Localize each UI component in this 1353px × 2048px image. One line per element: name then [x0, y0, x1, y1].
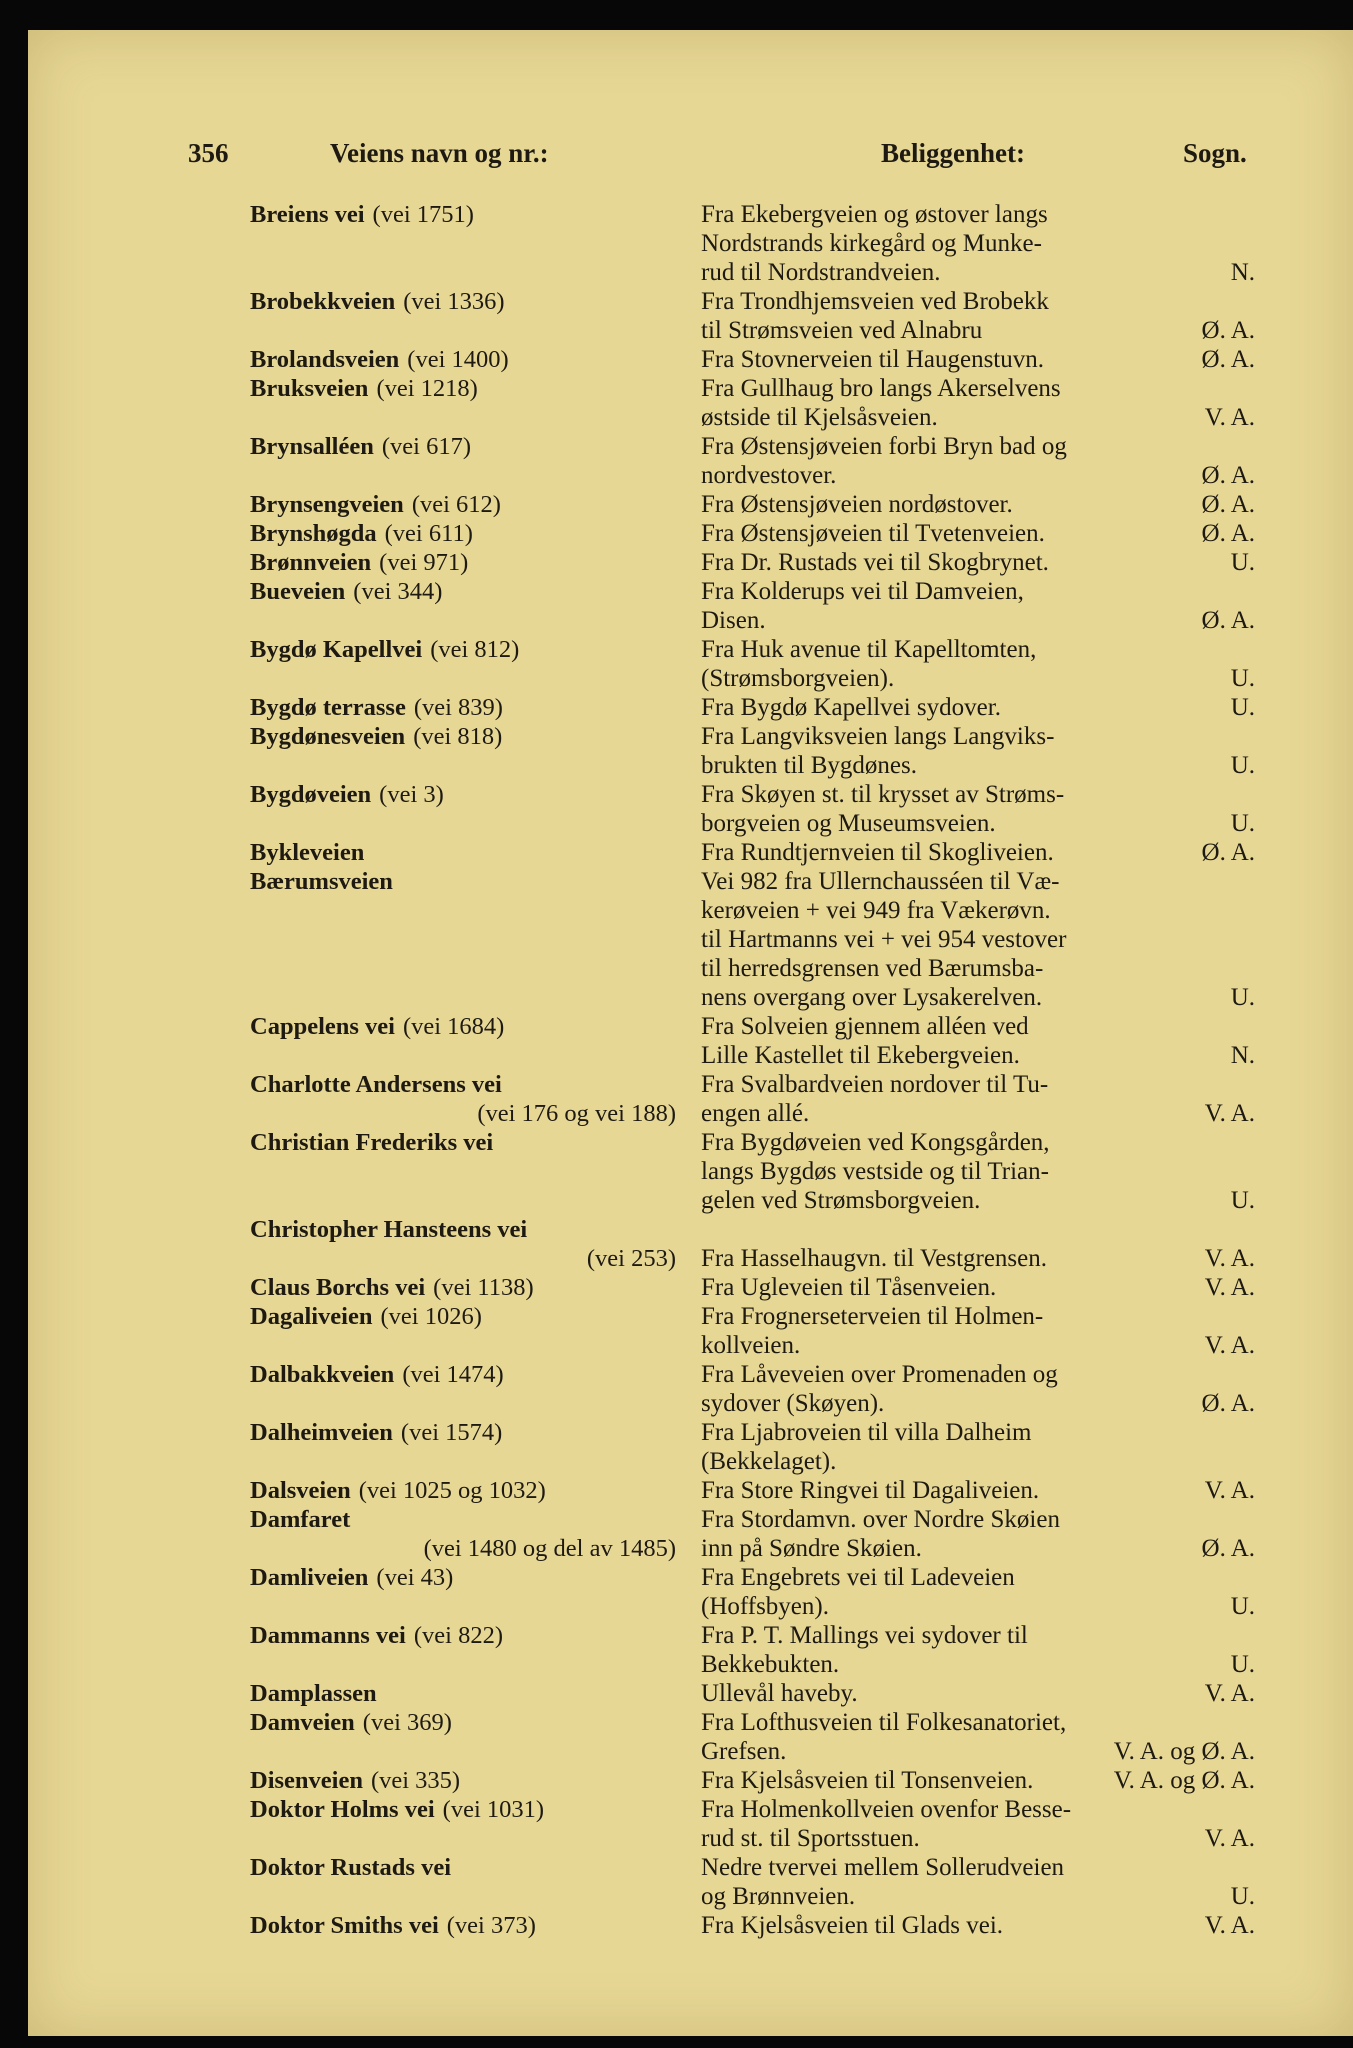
- street-name-line: [250, 722, 680, 751]
- location-line: Fra Østensjøveien forbi Bryn bad og: [701, 433, 1067, 460]
- parish-cell: U.: [1230, 549, 1255, 576]
- location-line: Fra Bygdøveien ved Kongsgården,: [701, 1129, 1050, 1156]
- street-name-line: [250, 1012, 680, 1041]
- street-name-line: [250, 1795, 680, 1824]
- road-number: (vei 369): [362, 1709, 452, 1736]
- location-line: Fra Huk avenue til Kapelltomten,: [701, 636, 1037, 663]
- street-name-cell: [250, 490, 680, 519]
- location-cell: [701, 490, 1191, 519]
- street-name: Bærumsveien: [250, 868, 393, 895]
- street-name-line: [250, 577, 680, 606]
- location-line: gelen ved Strømsborgveien.: [701, 1187, 981, 1214]
- location-cell: [701, 780, 1191, 838]
- street-entry: [28, 345, 1353, 374]
- street-entry: [28, 1621, 1353, 1679]
- street-name-line: [250, 1621, 680, 1650]
- parish-cell: V. A.: [1204, 1100, 1255, 1127]
- street-name-cell: [250, 1505, 680, 1563]
- parish-cell: N.: [1230, 1042, 1255, 1069]
- location-line: Fra Bygdø Kapellvei sydover.: [701, 694, 1001, 721]
- location-line: langs Bygdøs vestside og til Trian-: [701, 1158, 1049, 1185]
- street-name: Dammanns vei: [250, 1622, 406, 1649]
- parish-cell: V. A.: [1204, 1332, 1255, 1359]
- street-name-line: [250, 1476, 680, 1505]
- road-number: (vei 812): [430, 636, 520, 663]
- street-name-line: [250, 1766, 680, 1795]
- street-name-cell: [250, 1766, 680, 1795]
- street-name: Damplassen: [250, 1680, 377, 1707]
- location-cell: [701, 1853, 1191, 1911]
- road-number: (vei 1684): [402, 1013, 505, 1040]
- parish-cell: Ø. A.: [1201, 317, 1255, 344]
- street-name-cell: [250, 867, 680, 896]
- street-entry: [28, 1679, 1353, 1708]
- road-number: (vei 1336): [403, 288, 505, 315]
- street-name-cell: [250, 1012, 680, 1041]
- street-name-cell: [250, 345, 680, 374]
- road-number: (vei 373): [446, 1912, 536, 1939]
- location-cell: [701, 1795, 1191, 1853]
- location-line: (Bekkelaget).: [701, 1448, 837, 1475]
- road-number: (vei 1751): [372, 201, 474, 228]
- parish-cell: V. A. og Ø. A.: [1113, 1767, 1255, 1794]
- location-line: Fra Holmenkollveien ovenfor Besse-: [701, 1796, 1072, 1823]
- street-entry: [28, 490, 1353, 519]
- location-line: kerøveien + vei 949 fra Vækerøvn.: [701, 897, 1051, 924]
- parish-cell: U.: [1230, 984, 1255, 1011]
- street-name: Brynsengveien: [250, 491, 404, 518]
- road-number: (vei 344): [353, 578, 443, 605]
- location-cell: [701, 345, 1191, 374]
- location-line: til herredsgrensen ved Bærumsba-: [701, 955, 1044, 982]
- location-cell: [701, 1360, 1191, 1418]
- street-entry: [28, 838, 1353, 867]
- street-name-cell: [250, 1302, 680, 1331]
- street-name-line: [250, 1911, 680, 1940]
- street-name-line: [250, 287, 680, 316]
- location-line: (Hoffsbyen).: [701, 1593, 829, 1620]
- parish-cell: Ø. A.: [1201, 1535, 1255, 1562]
- street-name: Breiens vei: [250, 201, 365, 228]
- street-entry: [28, 1563, 1353, 1621]
- location-line: Fra Gullhaug bro langs Akerselvens: [701, 375, 1061, 402]
- street-name-cell: [250, 519, 680, 548]
- street-name: Damveien: [250, 1709, 355, 1736]
- street-name: Brynsalléen: [250, 433, 374, 460]
- street-name: Christian Frederiks vei: [250, 1129, 494, 1156]
- street-name-cell: [250, 287, 680, 316]
- location-line: Fra Låveveien over Promenaden og: [701, 1361, 1058, 1388]
- street-name-line: [250, 490, 680, 519]
- location-cell: [701, 867, 1191, 1012]
- location-line: nens overgang over Lysakerelven.: [701, 984, 1043, 1011]
- column-heading-name: Veiens navn og nr.:: [330, 138, 549, 168]
- parish-cell: Ø. A.: [1201, 462, 1255, 489]
- location-cell: [701, 1505, 1191, 1563]
- street-entry: [28, 1012, 1353, 1070]
- street-entry: [28, 200, 1353, 287]
- street-name-cell: [250, 200, 680, 229]
- street-entry: [28, 1302, 1353, 1360]
- street-name-line: [250, 1505, 680, 1534]
- page-header: [28, 138, 1353, 178]
- street-entry: [28, 1853, 1353, 1911]
- street-name-cell: [250, 577, 680, 606]
- parish-cell: V. A.: [1204, 1245, 1255, 1272]
- street-name-line: [250, 1853, 680, 1882]
- location-cell: [701, 1476, 1191, 1505]
- parish-cell: Ø. A.: [1201, 1390, 1255, 1417]
- location-line: Fra Langviksveien langs Langviks-: [701, 723, 1055, 750]
- street-name-cell: [250, 693, 680, 722]
- parish-cell: U.: [1230, 1883, 1255, 1910]
- parish-cell: V. A.: [1204, 404, 1255, 431]
- road-number: (vei 818): [413, 723, 503, 750]
- location-line: til Strømsveien ved Alnabru: [701, 317, 983, 344]
- street-name-cell: [250, 1621, 680, 1650]
- location-cell: [701, 635, 1191, 693]
- parish-cell: V. A.: [1204, 1274, 1255, 1301]
- parish-cell: Ø. A.: [1201, 607, 1255, 634]
- location-line: borgveien og Museumsveien.: [701, 810, 996, 837]
- street-entry: [28, 1070, 1353, 1128]
- location-line: Fra Rundtjernveien til Skogliveien.: [701, 839, 1054, 866]
- street-entry: [28, 1766, 1353, 1795]
- street-name-cell: [250, 1708, 680, 1737]
- street-name-cell: [250, 635, 680, 664]
- street-entry: [28, 1476, 1353, 1505]
- street-name-cell: [250, 838, 680, 867]
- street-name-line: [250, 838, 680, 867]
- street-name: Charlotte Andersens vei: [250, 1071, 502, 1098]
- street-name-cell: [250, 1418, 680, 1447]
- parish-cell: Ø. A.: [1201, 520, 1255, 547]
- location-line: Fra Ekebergveien og østover langs: [701, 201, 1048, 228]
- parish-cell: Ø. A.: [1201, 839, 1255, 866]
- location-line: rud til Nordstrandveien.: [701, 259, 941, 286]
- location-cell: [701, 200, 1191, 287]
- street-name: Damliveien: [250, 1564, 369, 1591]
- road-number: (vei 1574): [400, 1419, 503, 1446]
- street-name-line: [250, 1215, 680, 1244]
- street-name-cell: [250, 1476, 680, 1505]
- road-number: (vei 1480 og del av 1485): [423, 1535, 676, 1562]
- location-line: Fra Østensjøveien nordøstover.: [701, 491, 1013, 518]
- road-number: (vei 3): [379, 781, 444, 808]
- street-name: Bygdønesveien: [250, 723, 406, 750]
- road-number: (vei 1031): [442, 1796, 545, 1823]
- street-name-line: [250, 1128, 680, 1157]
- road-number: (vei 971): [379, 549, 469, 576]
- column-heading-location: Beliggenhet:: [881, 138, 1025, 168]
- location-line: brukten til Bygdønes.: [701, 752, 917, 779]
- location-cell: [701, 1128, 1191, 1215]
- location-cell: [701, 1563, 1191, 1621]
- street-name: Cappelens vei: [250, 1013, 395, 1040]
- street-entry: [28, 1505, 1353, 1563]
- location-cell: [701, 432, 1191, 490]
- column-heading-parish: Sogn.: [1183, 138, 1247, 168]
- location-line: Fra Solveien gjennem alléen ved: [701, 1013, 1029, 1040]
- street-name-cell: [250, 1215, 680, 1273]
- location-line: østside til Kjelsåsveien.: [701, 404, 938, 431]
- street-name: Bueveien: [250, 578, 346, 605]
- location-cell: [701, 577, 1191, 635]
- location-line: kollveien.: [701, 1332, 801, 1359]
- street-entry: [28, 1215, 1353, 1273]
- street-entry: [28, 432, 1353, 490]
- location-cell: [701, 1679, 1191, 1708]
- street-name-cell: [250, 1128, 680, 1157]
- street-entry: [28, 780, 1353, 838]
- street-entry: [28, 1128, 1353, 1215]
- street-name-line: [250, 780, 680, 809]
- location-cell: [701, 1911, 1191, 1940]
- book-page: [28, 30, 1353, 2036]
- location-cell: [701, 693, 1191, 722]
- location-line: engen allé.: [701, 1100, 810, 1127]
- location-line: (Strømsborgveien).: [701, 665, 895, 692]
- street-name-cell: [250, 722, 680, 751]
- location-line: Vei 982 fra Ullernchausséen til Væ-: [701, 868, 1060, 895]
- location-line: rud st. til Sportsstuen.: [701, 1825, 920, 1852]
- road-number: (vei 1138): [433, 1274, 534, 1301]
- road-number: (vei 1218): [376, 375, 478, 402]
- street-name-cell: [250, 1070, 680, 1128]
- street-name: Bruksveien: [250, 375, 369, 402]
- location-cell: [701, 1418, 1191, 1476]
- location-line: Grefsen.: [701, 1738, 787, 1765]
- street-name-line: [250, 1302, 680, 1331]
- location-line: Fra Frognerseterveien til Holmen-: [701, 1303, 1044, 1330]
- street-name-line: [250, 432, 680, 461]
- parish-cell: U.: [1230, 810, 1255, 837]
- street-name-cell: [250, 1563, 680, 1592]
- location-cell: [701, 1070, 1191, 1128]
- location-line: Fra Kjelsåsveien til Glads vei.: [701, 1912, 1004, 1939]
- street-entry: [28, 519, 1353, 548]
- parish-cell: U.: [1230, 1187, 1255, 1214]
- street-name: Dagaliveien: [250, 1303, 373, 1330]
- parish-cell: N.: [1230, 259, 1255, 286]
- street-entry: [28, 1273, 1353, 1302]
- location-line: Lille Kastellet til Ekebergveien.: [701, 1042, 1020, 1069]
- parish-cell: Ø. A.: [1201, 491, 1255, 518]
- parish-cell: V. A. og Ø. A.: [1113, 1738, 1255, 1765]
- street-entry: [28, 722, 1353, 780]
- parish-cell: V. A.: [1204, 1912, 1255, 1939]
- street-name-line: [250, 635, 680, 664]
- location-line: Bekkebukten.: [701, 1651, 840, 1678]
- street-entry: [28, 548, 1353, 577]
- street-entry: [28, 693, 1353, 722]
- road-number: (vei 1474): [402, 1361, 504, 1388]
- street-name: Brolandsveien: [250, 346, 400, 373]
- street-name-line: [250, 867, 680, 896]
- street-name: Christopher Hansteens vei: [250, 1216, 528, 1243]
- street-entry: [28, 1418, 1353, 1476]
- location-cell: [701, 838, 1191, 867]
- parish-cell: U.: [1230, 694, 1255, 721]
- parish-cell: V. A.: [1204, 1680, 1255, 1707]
- location-line: sydover (Skøyen).: [701, 1390, 885, 1417]
- street-name-line: [250, 345, 680, 374]
- road-number: (vei 839): [413, 694, 503, 721]
- road-number: (vei 253): [586, 1245, 676, 1272]
- street-name-line: [250, 1273, 680, 1302]
- street-name-line: [250, 519, 680, 548]
- street-entry: [28, 1911, 1353, 1940]
- street-name: Damfaret: [250, 1506, 351, 1533]
- location-cell: [701, 1215, 1191, 1273]
- street-name: Doktor Smiths vei: [250, 1912, 439, 1939]
- location-line: Ullevål haveby.: [701, 1680, 858, 1707]
- street-name-line: [250, 548, 680, 577]
- street-name-line: [250, 200, 680, 229]
- location-cell: [701, 287, 1191, 345]
- parish-cell: Ø. A.: [1201, 346, 1255, 373]
- street-name-cell: [250, 1911, 680, 1940]
- page-number: 356: [188, 138, 229, 168]
- street-name: Brynshøgda: [250, 520, 377, 547]
- street-name-cell: [250, 1853, 680, 1882]
- location-line: Fra Engebrets vei til Ladeveien: [701, 1564, 1015, 1591]
- location-cell: [701, 1273, 1191, 1302]
- location-line: inn på Søndre Skøien.: [701, 1535, 922, 1562]
- location-line: Fra Ugleveien til Tåsenveien.: [701, 1274, 997, 1301]
- location-line: Fra Stovnerveien til Haugenstuvn.: [701, 346, 1044, 373]
- location-line: Fra Dr. Rustads vei til Skogbrynet.: [701, 549, 1049, 576]
- location-line: Disen.: [701, 607, 766, 634]
- street-name-line: [250, 693, 680, 722]
- street-name-line: [250, 374, 680, 403]
- street-name: Bygdø terrasse: [250, 694, 406, 721]
- street-entry: [28, 287, 1353, 345]
- road-number: (vei 1026): [380, 1303, 482, 1330]
- location-line: Fra Skøyen st. til krysset av Strøms-: [701, 781, 1065, 808]
- street-list: [28, 200, 1353, 1940]
- location-line: Fra Kjelsåsveien til Tonsenveien.: [701, 1767, 1034, 1794]
- location-cell: [701, 722, 1191, 780]
- street-name: Dalbakkveien: [250, 1361, 395, 1388]
- street-name: Disenveien: [250, 1767, 363, 1794]
- location-line: Fra Hasselhaugvn. til Vestgrensen.: [701, 1245, 1048, 1272]
- parish-cell: U.: [1230, 665, 1255, 692]
- street-name: Brobekkveien: [250, 288, 396, 315]
- street-name: Bygdøveien: [250, 781, 372, 808]
- location-line: Fra Østensjøveien til Tvetenveien.: [701, 520, 1045, 547]
- street-entry: [28, 577, 1353, 635]
- parish-cell: U.: [1230, 1593, 1255, 1620]
- location-cell: [701, 519, 1191, 548]
- street-name-line: [250, 1708, 680, 1737]
- parish-cell: V. A.: [1204, 1477, 1255, 1504]
- parish-cell: U.: [1230, 1651, 1255, 1678]
- location-line: Fra P. T. Mallings vei sydover til: [701, 1622, 1028, 1649]
- location-line: og Brønnveien.: [701, 1883, 856, 1910]
- street-name: Doktor Holms vei: [250, 1796, 435, 1823]
- street-name-cell: [250, 432, 680, 461]
- road-number: (vei 617): [381, 433, 471, 460]
- street-name-line: [250, 1418, 680, 1447]
- street-name: Brønnveien: [250, 549, 372, 576]
- street-name-line: [250, 1360, 680, 1389]
- street-entry: [28, 374, 1353, 432]
- street-name-line: [250, 1679, 680, 1708]
- location-line: Fra Trondhjemsveien ved Brobekk: [701, 288, 1049, 315]
- location-line: Fra Lofthusveien til Folkesanatoriet,: [701, 1709, 1067, 1736]
- road-number: (vei 822): [413, 1622, 503, 1649]
- location-line: Fra Store Ringvei til Dagaliveien.: [701, 1477, 1040, 1504]
- location-cell: [701, 1012, 1191, 1070]
- parish-cell: U.: [1230, 752, 1255, 779]
- road-number: (vei 1400): [407, 346, 509, 373]
- location-cell: [701, 1302, 1191, 1360]
- street-name-cell: [250, 1679, 680, 1708]
- street-name: Bygdø Kapellvei: [250, 636, 423, 663]
- location-line: Fra Svalbardveien nordover til Tu-: [701, 1071, 1049, 1098]
- street-name-line: [250, 1563, 680, 1592]
- road-number: (vei 335): [370, 1767, 461, 1794]
- street-name-cell: [250, 1273, 680, 1302]
- location-line: Nordstrands kirkegård og Munke-: [701, 230, 1042, 257]
- location-line: Fra Stordamvn. over Nordre Skøien: [701, 1506, 1060, 1533]
- street-name-cell: [250, 1360, 680, 1389]
- location-line: Fra Ljabroveien til villa Dalheim: [701, 1419, 1032, 1446]
- street-name: Claus Borchs vei: [250, 1274, 426, 1301]
- location-line: Nedre tvervei mellem Sollerudveien: [701, 1854, 1065, 1881]
- street-name: Doktor Rustads vei: [250, 1854, 452, 1881]
- street-name-cell: [250, 780, 680, 809]
- street-name: Dalsveien: [250, 1477, 351, 1504]
- street-name-cell: [250, 548, 680, 577]
- street-entry: [28, 1708, 1353, 1766]
- location-cell: [701, 1621, 1191, 1679]
- street-name: Bykleveien: [250, 839, 365, 866]
- street-entry: [28, 635, 1353, 693]
- street-entry: [28, 1795, 1353, 1853]
- road-number: (vei 1025 og 1032): [358, 1477, 546, 1504]
- street-name-line: [250, 1070, 680, 1099]
- street-entry: [28, 867, 1353, 1012]
- street-name-cell: [250, 1795, 680, 1824]
- parish-cell: V. A.: [1204, 1825, 1255, 1852]
- location-cell: [701, 548, 1191, 577]
- road-number: (vei 611): [384, 520, 473, 547]
- location-line: til Hartmanns vei + vei 954 vestover: [701, 926, 1067, 953]
- street-name: Dalheimveien: [250, 1419, 393, 1446]
- road-number: (vei 43): [376, 1564, 454, 1591]
- location-line: Fra Kolderups vei til Damveien,: [701, 578, 1024, 605]
- road-number: (vei 176 og vei 188): [477, 1100, 676, 1127]
- road-number: (vei 612): [411, 491, 501, 518]
- location-cell: [701, 374, 1191, 432]
- street-entry: [28, 1360, 1353, 1418]
- street-name-cell: [250, 374, 680, 403]
- location-line: nordvestover.: [701, 462, 837, 489]
- location-line: [701, 1215, 1191, 1244]
